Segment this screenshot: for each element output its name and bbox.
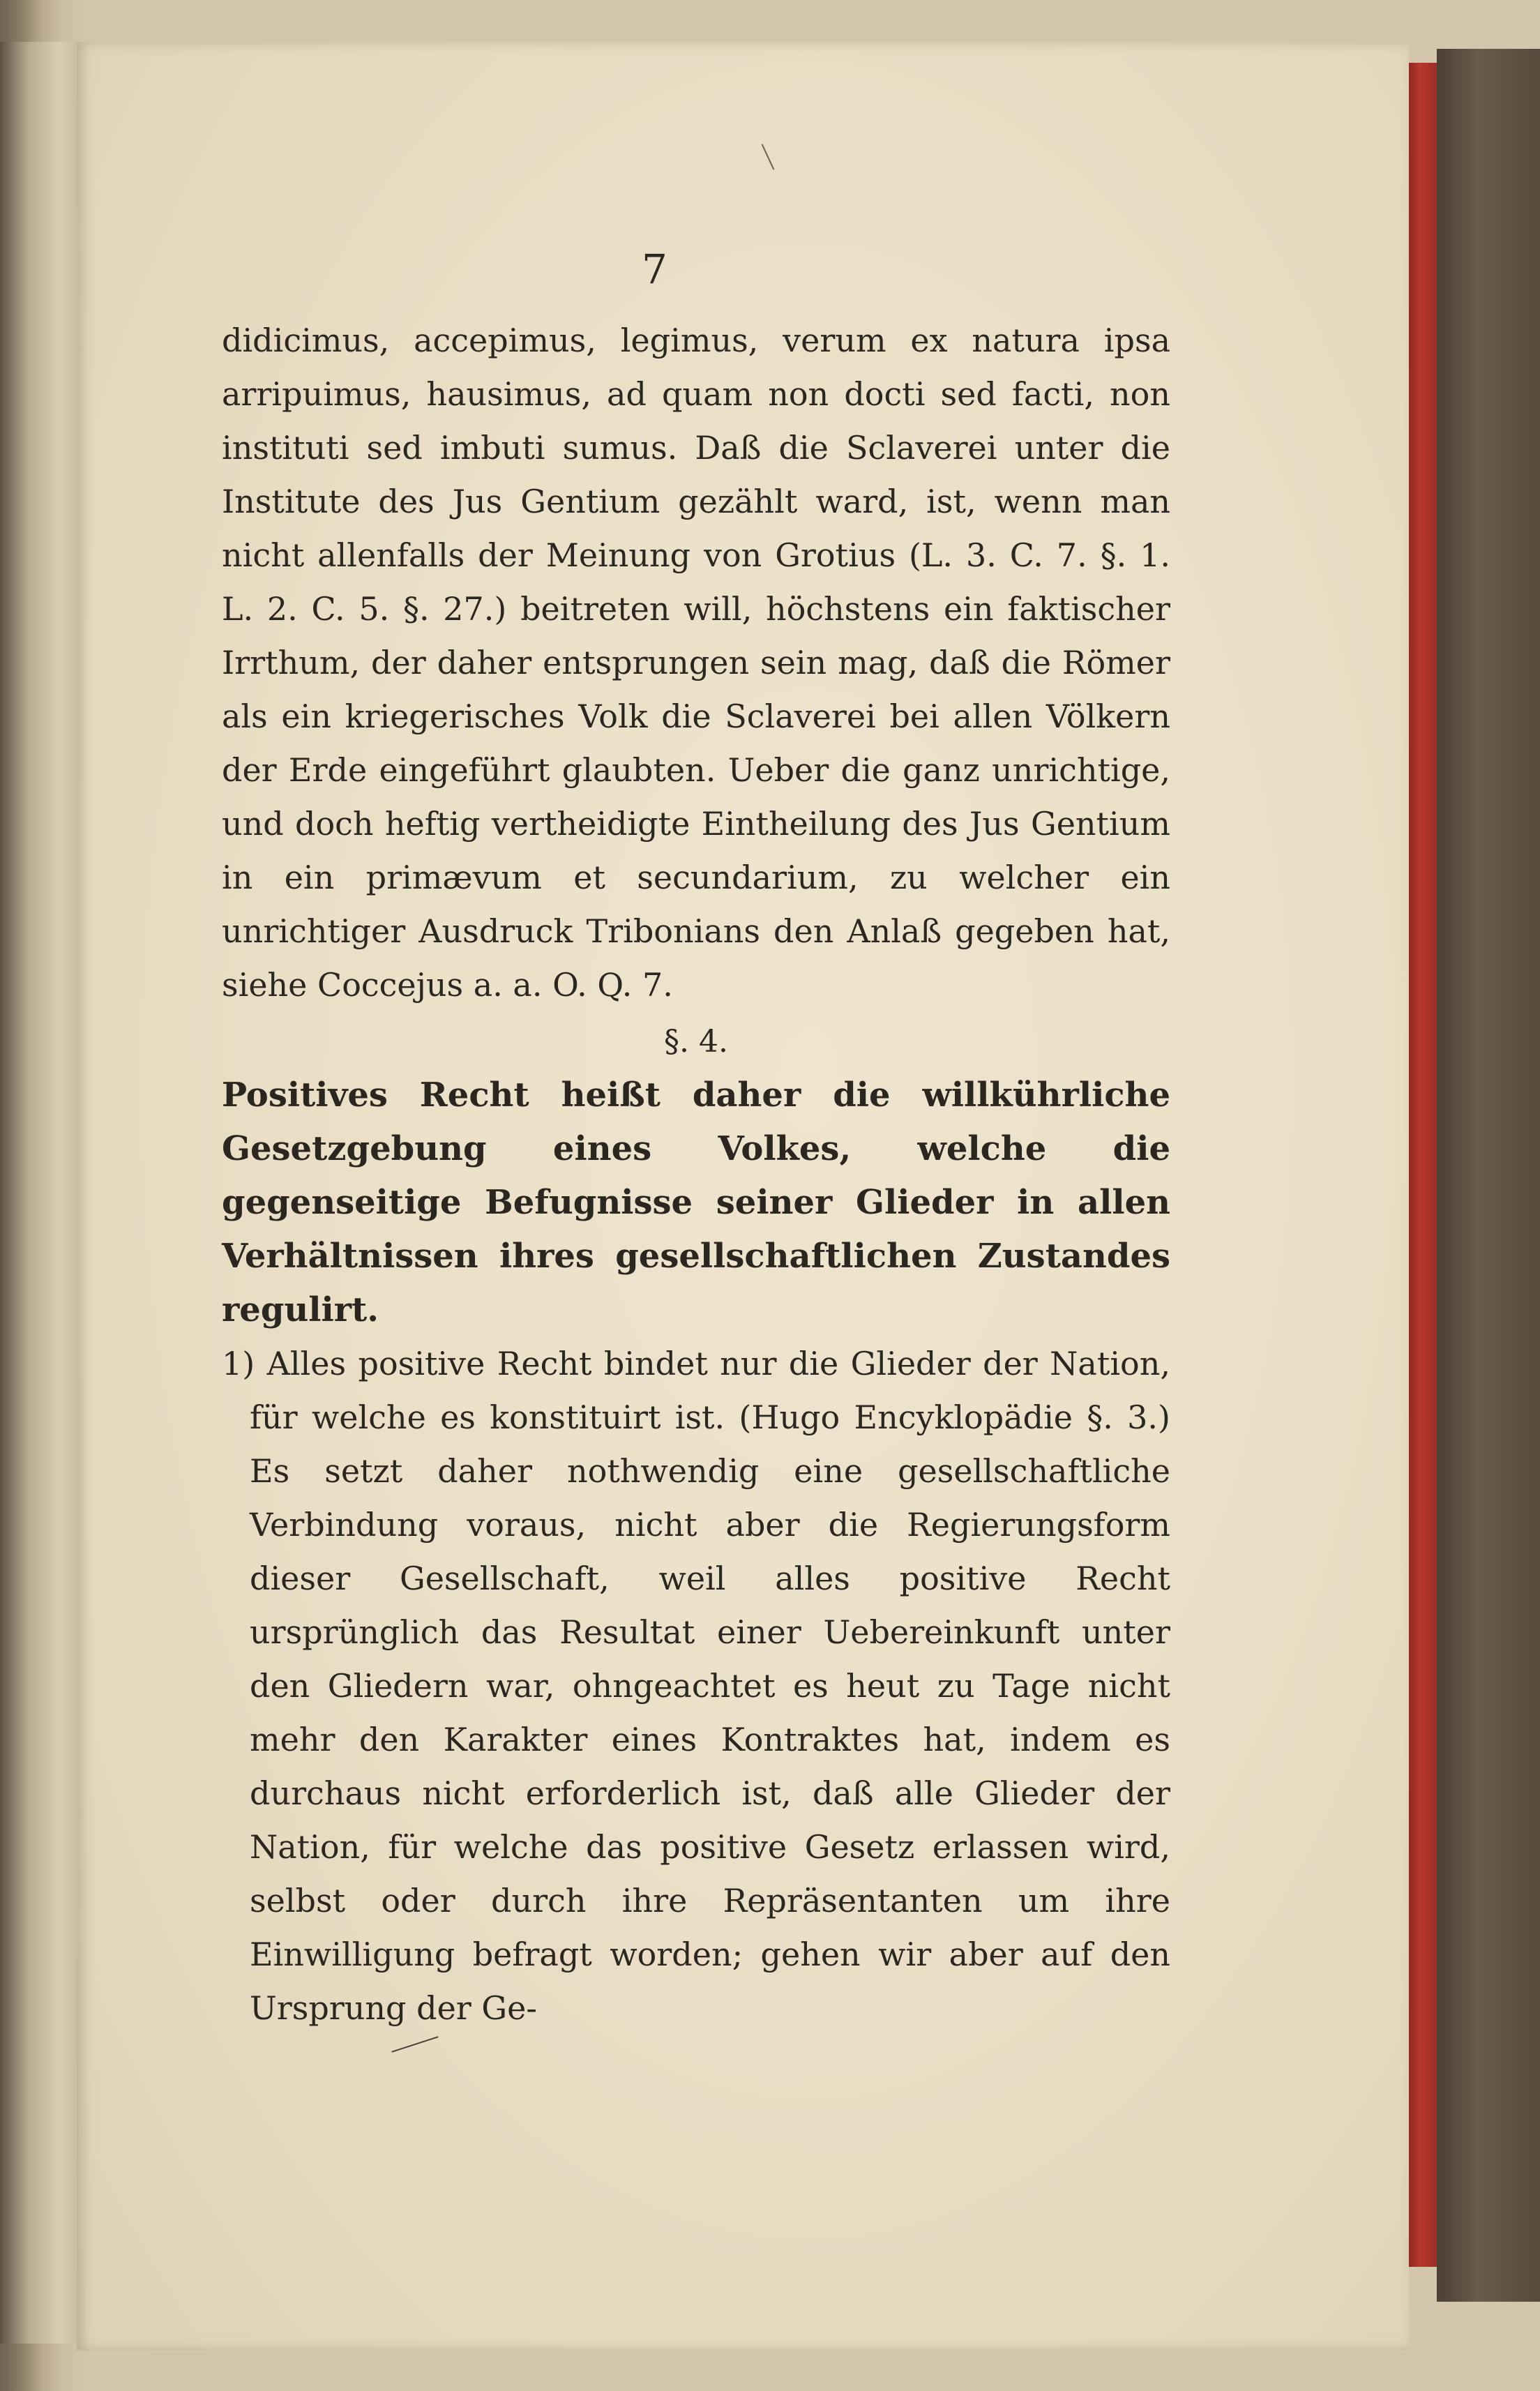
- previous-page-edge: [0, 42, 77, 2344]
- red-page-edge: [1409, 63, 1437, 2267]
- book-cover-board: [1437, 49, 1540, 2302]
- page-body: [222, 314, 1170, 2035]
- section-heading: §. 4.: [664, 1024, 728, 1059]
- paragraph-continuation: didicimus, accepimus, legimus, verum ex natura ipsa arripuimus, hausimus, ad quam non docti sed facti, non instituti sed imbuti sumus. Daß die Sclaverei unter die Institute des Jus Gentium gezählt ward, ist, wenn man nicht allenfalls der Meinung von Grotius (L. 3. C. 7. §. 1. L. 2. C. 5. §. 27.) beitreten will, höchstens ein faktischer Irrthum, der daher entsprungen sein mag, daß die Römer als ein kriegerisches Volk die Sclaverei bei allen Völkern der Erde eingeführt glaubten. Ueber die ganz unrichtige, und doch heftig vertheidigte Eintheilung des Jus Gentium in ein primævum et secundarium, zu welcher ein unrichtiger Ausdruck Tribonians den Anlaß gegeben hat, siehe Coccejus a. a. O. Q. 7.: [222, 322, 1170, 1004]
- note-1: 1) Alles positive Recht bindet nur die Glieder der Nation, für welche es konstituirt ist. (Hugo Encyklopädie §. 3.) Es setzt daher nothwendig eine gesellschaftliche Verbindung voraus, nicht aber die Regierungsform dieser Gesellschaft, weil alles positive Recht ursprünglich das Resultat einer Uebereinkunft unter den Gliedern war, ohngeachtet es heut zu Tage nicht mehr den Karakter eines Kontraktes hat, indem es durchaus nicht erforderlich ist, daß alle Glieder der Nation, für welche das positive Gesetz erlassen wird, selbst oder durch ihre Repräsentanten um ihre Einwilligung befragt worden; gehen wir aber auf den Ursprung der Ge-: [222, 1345, 1170, 2027]
- page-number: 7: [642, 246, 667, 293]
- thesis-statement: Positives Recht heißt daher die willkührliche Gesetzgebung eines Volkes, welche die gegenseitige Befugnisse seiner Glieder in allen Verhältnissen ihres gesellschaftlichen Zustandes regulirt.: [222, 1076, 1170, 1329]
